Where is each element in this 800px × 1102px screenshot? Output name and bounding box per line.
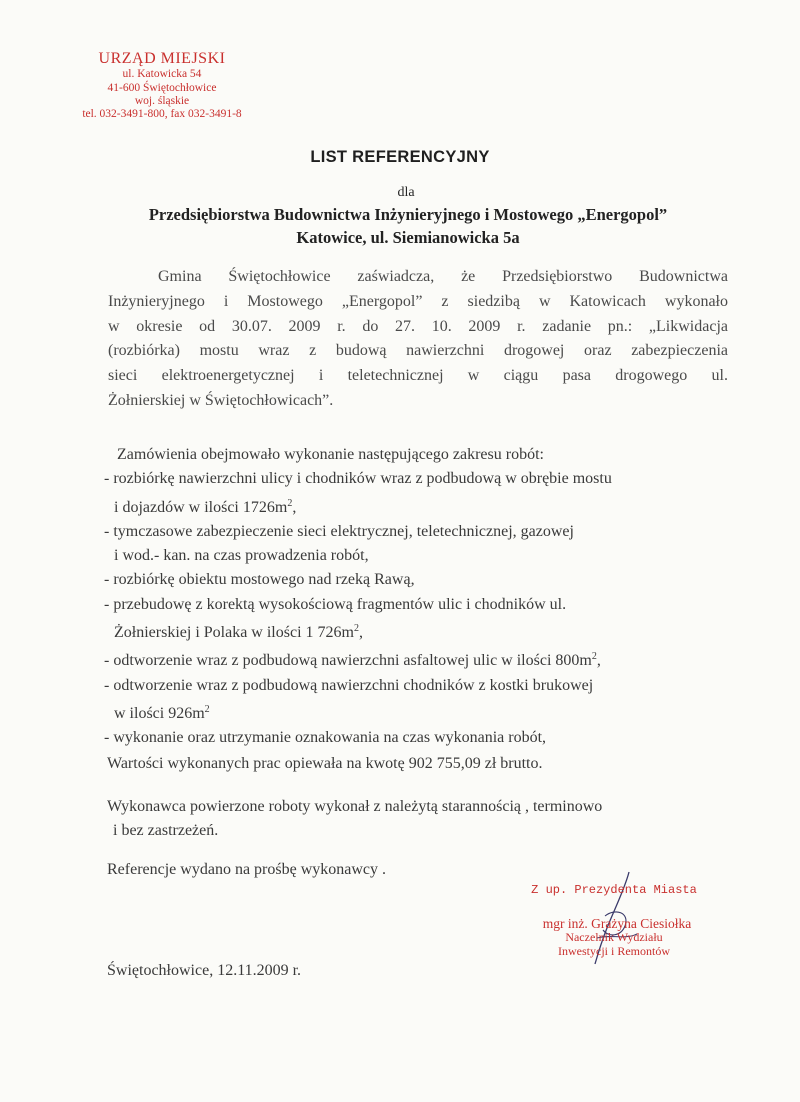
scope-text: i dojazdów w ilości 1726m: [114, 498, 288, 516]
scope-text: - odtworzenie wraz z podbudową nawierzchni asfaltowej ulic w ilości 800m: [104, 652, 592, 670]
scope-item: - rozbiórkę obiektu mostowego nad rzeką Rawą,: [104, 571, 415, 589]
for-label: dla: [397, 185, 415, 200]
scope-text: Żołnierskiej i Polaka w ilości 1 726m: [114, 624, 354, 642]
scope-item-cont: Żołnierskiej i Polaka w ilości 1 $726m^2$,: [114, 623, 363, 642]
certificate-paragraph: [108, 265, 728, 414]
signature-on-behalf: Z up. Prezydenta Miasta: [531, 883, 697, 897]
scope-item: - odtworzenie wraz z podbudową nawierzchni asfaltowej ulic w ilości $800m^2$,: [104, 651, 601, 670]
signatory-position: Naczelnik Wydziału: [565, 930, 663, 945]
place-and-date: Świętochłowice, 12.11.2009 r.: [107, 962, 302, 979]
scope-text: w ilości 926m: [114, 704, 205, 722]
stamp-office-name: URZĄD MIEJSKI: [98, 50, 226, 67]
contract-value: Wartości wykonanych prac opiewała na kwotę 902 755,09 zł brutto.: [107, 755, 543, 772]
performance-line: i bez zastrzeżeń.: [113, 822, 219, 839]
scope-item-cont: [104, 698, 744, 726]
recipient-block: [0, 203, 800, 249]
stamp-region: woj. śląskie: [134, 94, 190, 107]
recipient-name: Przedsiębiorstwa Budownictwa Inżynieryjnego i Mostowego „Energopol”: [148, 205, 668, 224]
scope-item: - wykonanie oraz utrzymanie oznakowania na czas wykonania robót,: [104, 729, 547, 747]
signatory-name: mgr inż. Grażyna Ciesiołka: [542, 915, 692, 931]
superscript-2: 2: [287, 497, 293, 509]
scope-item-cont: i dojazdów w ilości $1726m^2$,: [114, 497, 297, 516]
paragraph-line: sieci elektroenergetycznej i teletechnicznej w ciągu pasa drogowego ul.: [108, 367, 728, 385]
recipient-address: Katowice, ul. Siemianowicka 5a: [296, 228, 520, 247]
signatory-department: Inwestycji i Remontów: [558, 944, 670, 959]
document-title: LIST REFERENCYJNY: [310, 148, 490, 166]
paragraph-line: Żołnierskiej w Świętochłowicach”.: [108, 391, 334, 409]
scope-item: - odtworzenie wraz z podbudową nawierzchni chodników z kostki brukowej: [104, 676, 594, 694]
scope-intro: Zamówienia obejmowało wykonanie następującego zakresu robót:: [117, 446, 544, 463]
paragraph-line: w okresie od 30.07. 2009 r. do 27. 10. 2009 r. zadanie pn.: „Likwidacja: [108, 317, 728, 335]
paragraph-line: (rozbiórka) mostu wraz z budową nawierzchni drogowej oraz zabezpieczenia: [108, 342, 728, 360]
stamp-city: 41-600 Świętochłowice: [107, 81, 217, 94]
stamp-street: ul. Katowicka 54: [122, 68, 202, 81]
signature-block: [505, 884, 715, 959]
performance-statement: [107, 795, 602, 843]
scope-item: - rozbiórkę nawierzchni ulicy i chodników wraz z podbudową w obrębie mostu: [104, 470, 612, 488]
paragraph-line: Inżynieryjnego i Mostowego „Energopol” z siedzibą w Katowicach wykonało: [108, 292, 728, 310]
superscript-2: 2: [591, 651, 597, 663]
scope-item-cont: i wod.- kan. na czas prowadzenia robót,: [114, 547, 369, 565]
superscript-2: 2: [353, 623, 359, 635]
paragraph-line: Gmina Świętochłowice zaświadcza, że Przedsiębiorstwo Budownictwa: [158, 268, 728, 285]
scope-of-works: [104, 443, 744, 751]
scope-item: - przebudowę z korektą wysokościową fragmentów ulic i chodników ul.: [104, 595, 567, 613]
office-stamp: [62, 50, 262, 121]
reference-note: Referencje wydano na prośbę wykonawcy .: [107, 861, 387, 878]
performance-line: Wykonawca powierzone roboty wykonał z należytą starannością , terminowo: [107, 798, 603, 815]
scope-item: - tymczasowe zabezpieczenie sieci elektrycznej, teletechnicznej, gazowej: [104, 522, 574, 540]
superscript-2: 2: [204, 703, 210, 715]
stamp-contact: tel. 032-3491-800, fax 032-3491-8: [82, 108, 242, 121]
